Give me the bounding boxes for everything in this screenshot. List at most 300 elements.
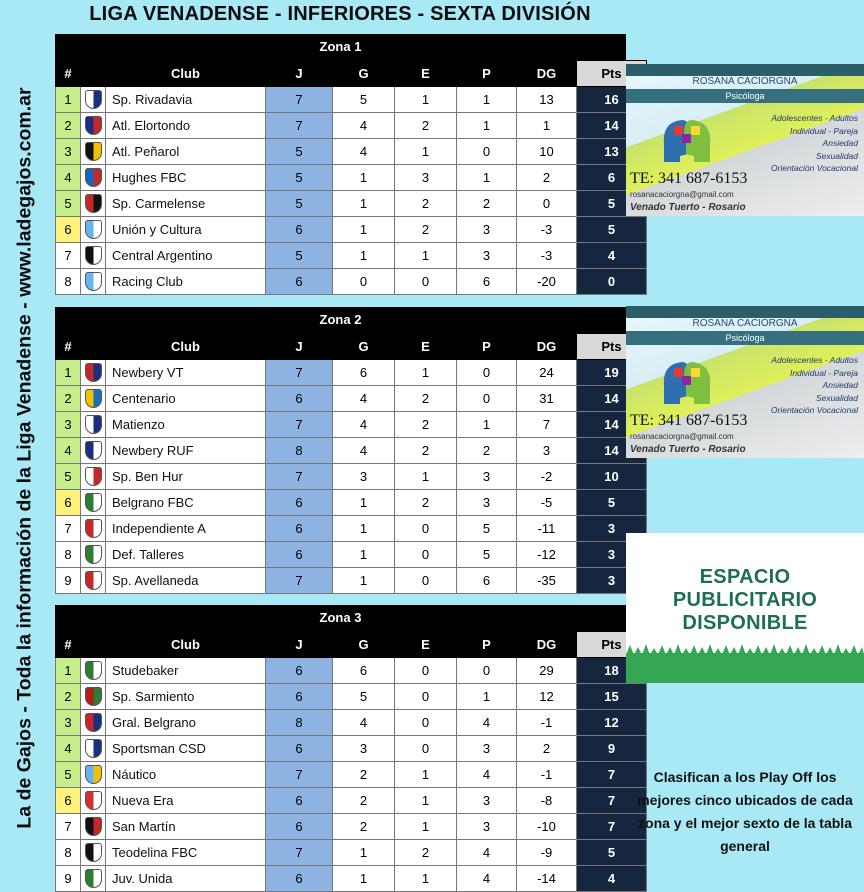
points-cell: 9 [577, 736, 647, 762]
drawn-cell: 0 [395, 542, 457, 568]
position-cell: 3 [56, 412, 81, 438]
played-cell: 6 [266, 736, 333, 762]
played-cell: 8 [266, 710, 333, 736]
ad-city: Venado Tuerto - Rosario [630, 444, 746, 455]
ad-service: Orientación Vocacional [770, 163, 858, 173]
won-cell: 4 [333, 438, 395, 464]
ad-service: Ansiedad [822, 380, 858, 390]
lost-cell: 3 [457, 814, 517, 840]
played-cell: 6 [266, 516, 333, 542]
club-crest-cell [81, 840, 106, 866]
drawn-cell: 0 [395, 736, 457, 762]
zone-title: Zona 3 [55, 605, 626, 631]
club-crest-icon [85, 246, 102, 265]
club-crest-icon [85, 389, 102, 408]
club-crest-cell [81, 360, 106, 386]
won-cell: 2 [333, 788, 395, 814]
goal-diff-cell: -9 [517, 840, 577, 866]
club-crest-cell [81, 490, 106, 516]
club-name: Sp. Ben Hur [106, 464, 266, 490]
lost-cell: 2 [457, 191, 517, 217]
table-row [56, 191, 647, 217]
table-row [56, 217, 647, 243]
goal-diff-cell: 31 [517, 386, 577, 412]
won-cell: 1 [333, 568, 395, 594]
club-name: Nueva Era [106, 788, 266, 814]
club-crest-icon [85, 713, 102, 732]
col-club: Club [106, 334, 266, 360]
ad-space-text [626, 566, 864, 635]
ad-email: rosanacaciorgna@gmail.com [630, 432, 734, 441]
played-cell: 7 [266, 412, 333, 438]
club-crest-icon [85, 765, 102, 784]
position-cell: 2 [56, 113, 81, 139]
col-logo [81, 334, 106, 360]
club-crest-icon [85, 869, 102, 888]
played-cell: 6 [266, 217, 333, 243]
drawn-cell: 0 [395, 658, 457, 684]
col-pts: Pts [577, 632, 647, 658]
table-row [56, 438, 647, 464]
club-crest-icon [85, 142, 102, 161]
won-cell: 1 [333, 191, 395, 217]
position-cell: 7 [56, 243, 81, 269]
ad-phone: TE: 341 687-6153 [630, 412, 748, 429]
points-cell: 7 [577, 762, 647, 788]
grass-blades-icon [626, 643, 864, 655]
club-name: Sp. Rivadavia [106, 87, 266, 113]
table-row [56, 490, 647, 516]
goal-diff-cell: 7 [517, 412, 577, 438]
zone-title: Zona 2 [55, 307, 626, 333]
played-cell: 7 [266, 840, 333, 866]
goal-diff-cell: -3 [517, 243, 577, 269]
col-p: P [457, 334, 517, 360]
table-row [56, 269, 647, 295]
position-cell: 9 [56, 568, 81, 594]
goal-diff-cell: -35 [517, 568, 577, 594]
club-crest-cell [81, 814, 106, 840]
table-row [56, 386, 647, 412]
club-crest-icon [85, 739, 102, 758]
club-name: San Martín [106, 814, 266, 840]
points-cell: 18 [577, 658, 647, 684]
ad-services [771, 112, 858, 175]
goal-diff-cell: -20 [517, 269, 577, 295]
position-cell: 6 [56, 217, 81, 243]
played-cell: 6 [266, 814, 333, 840]
won-cell: 3 [333, 464, 395, 490]
goal-diff-cell: -2 [517, 464, 577, 490]
won-cell: 6 [333, 658, 395, 684]
col-j: J [266, 632, 333, 658]
position-cell: 6 [56, 788, 81, 814]
col-dg: DG [517, 334, 577, 360]
played-cell: 8 [266, 438, 333, 464]
won-cell: 2 [333, 762, 395, 788]
ad-phone: TE: 341 687-6153 [630, 170, 748, 187]
position-cell: 4 [56, 165, 81, 191]
club-name: Belgrano FBC [106, 490, 266, 516]
lost-cell: 1 [457, 684, 517, 710]
side-banner-text: La de Gajos - Toda la información de la Liga Venadense - www.ladegajos.com.ar [13, 86, 36, 829]
played-cell: 5 [266, 165, 333, 191]
lost-cell: 3 [457, 217, 517, 243]
played-cell: 5 [266, 191, 333, 217]
played-cell: 7 [266, 113, 333, 139]
lost-cell: 3 [457, 243, 517, 269]
col-logo [81, 632, 106, 658]
position-cell: 4 [56, 736, 81, 762]
club-name: Unión y Cultura [106, 217, 266, 243]
club-crest-icon [85, 168, 102, 187]
ad-service: Adolescentes - Adultos [771, 113, 858, 123]
drawn-cell: 1 [395, 243, 457, 269]
club-crest-cell [81, 568, 106, 594]
ad-service: Sexualidad [815, 392, 858, 403]
club-name: Teodelina FBC [106, 840, 266, 866]
points-cell: 7 [577, 814, 647, 840]
ad-service: Individual - Pareja [789, 125, 858, 136]
club-crest-icon [85, 415, 102, 434]
col-pts: Pts [577, 61, 647, 87]
club-name: Centenario [106, 386, 266, 412]
club-name: Náutico [106, 762, 266, 788]
col-logo [81, 61, 106, 87]
goal-diff-cell: 29 [517, 658, 577, 684]
club-crest-cell [81, 191, 106, 217]
played-cell: 6 [266, 684, 333, 710]
won-cell: 6 [333, 360, 395, 386]
table-row [56, 360, 647, 386]
position-cell: 1 [56, 360, 81, 386]
psychologist-ad[interactable] [626, 306, 864, 458]
club-name: Def. Talleres [106, 542, 266, 568]
goal-diff-cell: -5 [517, 490, 577, 516]
lost-cell: 0 [457, 139, 517, 165]
club-crest-cell [81, 438, 106, 464]
played-cell: 6 [266, 269, 333, 295]
ad-name: ROSANA CACIORGNA [692, 76, 798, 87]
club-name: Sp. Avellaneda [106, 568, 266, 594]
table-row [56, 658, 647, 684]
goal-diff-cell: 3 [517, 438, 577, 464]
points-cell: 4 [577, 243, 647, 269]
club-crest-icon [85, 90, 102, 109]
points-cell: 3 [577, 542, 647, 568]
lost-cell: 5 [457, 542, 517, 568]
table-row [56, 412, 647, 438]
played-cell: 5 [266, 243, 333, 269]
won-cell: 5 [333, 87, 395, 113]
won-cell: 0 [333, 269, 395, 295]
drawn-cell: 1 [395, 139, 457, 165]
lost-cell: 1 [457, 113, 517, 139]
played-cell: 5 [266, 139, 333, 165]
lost-cell: 0 [457, 360, 517, 386]
drawn-cell: 2 [395, 191, 457, 217]
side-banner [8, 30, 42, 885]
points-cell: 7 [577, 788, 647, 814]
club-crest-cell [81, 684, 106, 710]
goal-diff-cell: -14 [517, 866, 577, 892]
club-crest-cell [81, 217, 106, 243]
won-cell: 3 [333, 736, 395, 762]
col-p: P [457, 61, 517, 87]
goal-diff-cell: -12 [517, 542, 577, 568]
points-cell: 13 [577, 139, 647, 165]
points-cell: 12 [577, 710, 647, 736]
club-crest-icon [85, 545, 102, 564]
col-club: Club [106, 632, 266, 658]
position-cell: 3 [56, 139, 81, 165]
col-pts: Pts [577, 334, 647, 360]
points-cell: 5 [577, 840, 647, 866]
points-cell: 14 [577, 412, 647, 438]
zone-1-table [55, 34, 626, 295]
ad-top-bar [626, 306, 864, 318]
table-row [56, 139, 647, 165]
won-cell: 1 [333, 840, 395, 866]
col-dg: DG [517, 632, 577, 658]
table-row [56, 113, 647, 139]
club-crest-icon [85, 843, 102, 862]
won-cell: 1 [333, 516, 395, 542]
position-cell: 1 [56, 658, 81, 684]
position-cell: 8 [56, 542, 81, 568]
drawn-cell: 2 [395, 840, 457, 866]
table-row [56, 542, 647, 568]
ad-name: ROSANA CACIORGNA [692, 318, 798, 329]
drawn-cell: 1 [395, 762, 457, 788]
won-cell: 1 [333, 217, 395, 243]
col-j: J [266, 61, 333, 87]
club-name: Hughes FBC [106, 165, 266, 191]
col-g: G [333, 61, 395, 87]
won-cell: 1 [333, 243, 395, 269]
club-crest-icon [85, 363, 102, 382]
drawn-cell: 0 [395, 684, 457, 710]
drawn-cell: 2 [395, 386, 457, 412]
table-row [56, 165, 647, 191]
table-row [56, 710, 647, 736]
club-name: Studebaker [106, 658, 266, 684]
standings-table [55, 631, 647, 892]
club-crest-icon [85, 519, 102, 538]
played-cell: 7 [266, 762, 333, 788]
psychologist-ad[interactable] [626, 64, 864, 216]
col-g: G [333, 632, 395, 658]
club-name: Gral. Belgrano [106, 710, 266, 736]
points-cell: 5 [577, 490, 647, 516]
won-cell: 1 [333, 866, 395, 892]
club-crest-icon [85, 687, 102, 706]
col-pos: # [56, 334, 81, 360]
lost-cell: 4 [457, 710, 517, 736]
points-cell: 5 [577, 191, 647, 217]
col-e: E [395, 632, 457, 658]
club-name: Central Argentino [106, 243, 266, 269]
col-e: E [395, 61, 457, 87]
position-cell: 2 [56, 386, 81, 412]
position-cell: 7 [56, 516, 81, 542]
puzzle-heads-icon [658, 356, 716, 408]
lost-cell: 3 [457, 788, 517, 814]
drawn-cell: 1 [395, 87, 457, 113]
position-cell: 5 [56, 464, 81, 490]
goal-diff-cell: 10 [517, 139, 577, 165]
points-cell: 19 [577, 360, 647, 386]
goal-diff-cell: 2 [517, 736, 577, 762]
won-cell: 5 [333, 684, 395, 710]
lost-cell: 0 [457, 658, 517, 684]
drawn-cell: 3 [395, 165, 457, 191]
club-name: Sp. Carmelense [106, 191, 266, 217]
points-cell: 14 [577, 386, 647, 412]
drawn-cell: 1 [395, 464, 457, 490]
ad-top-bar [626, 64, 864, 76]
ad-role: Psicóloga [626, 89, 864, 103]
lost-cell: 4 [457, 840, 517, 866]
points-cell: 6 [577, 165, 647, 191]
col-pos: # [56, 61, 81, 87]
goal-diff-cell: 0 [517, 191, 577, 217]
lost-cell: 2 [457, 438, 517, 464]
drawn-cell: 0 [395, 710, 457, 736]
points-cell: 14 [577, 113, 647, 139]
goal-diff-cell: 2 [517, 165, 577, 191]
page-title: LIGA VENADENSE - INFERIORES - SEXTA DIVISIÓN [89, 3, 591, 25]
won-cell: 4 [333, 386, 395, 412]
points-cell: 10 [577, 464, 647, 490]
club-crest-icon [85, 493, 102, 512]
lost-cell: 4 [457, 866, 517, 892]
club-name: Newbery VT [106, 360, 266, 386]
played-cell: 7 [266, 568, 333, 594]
club-name: Newbery RUF [106, 438, 266, 464]
played-cell: 6 [266, 386, 333, 412]
position-cell: 4 [56, 438, 81, 464]
drawn-cell: 1 [395, 788, 457, 814]
zone-2-table [55, 307, 626, 594]
lost-cell: 1 [457, 87, 517, 113]
goal-diff-cell: -1 [517, 762, 577, 788]
drawn-cell: 0 [395, 269, 457, 295]
drawn-cell: 0 [395, 516, 457, 542]
ad-services [771, 354, 858, 417]
drawn-cell: 1 [395, 866, 457, 892]
zone-3-table [55, 605, 626, 892]
drawn-cell: 2 [395, 438, 457, 464]
club-name: Juv. Unida [106, 866, 266, 892]
club-crest-cell [81, 658, 106, 684]
drawn-cell: 1 [395, 814, 457, 840]
lost-cell: 6 [457, 269, 517, 295]
drawn-cell: 2 [395, 412, 457, 438]
club-crest-cell [81, 113, 106, 139]
club-name: Racing Club [106, 269, 266, 295]
points-cell: 14 [577, 438, 647, 464]
table-row [56, 866, 647, 892]
col-pos: # [56, 632, 81, 658]
club-crest-icon [85, 220, 102, 239]
ad-space-banner[interactable] [626, 533, 864, 683]
table-row [56, 788, 647, 814]
points-cell: 0 [577, 269, 647, 295]
goal-diff-cell: 12 [517, 684, 577, 710]
club-crest-cell [81, 269, 106, 295]
standings-table [55, 333, 647, 594]
played-cell: 7 [266, 87, 333, 113]
drawn-cell: 2 [395, 113, 457, 139]
club-crest-cell [81, 516, 106, 542]
club-crest-cell [81, 542, 106, 568]
goal-diff-cell: -11 [517, 516, 577, 542]
position-cell: 1 [56, 87, 81, 113]
club-crest-icon [85, 661, 102, 680]
club-crest-cell [81, 736, 106, 762]
club-name: Sportsman CSD [106, 736, 266, 762]
drawn-cell: 2 [395, 217, 457, 243]
ad-email: rosanacaciorgna@gmail.com [630, 190, 734, 199]
club-crest-icon [85, 467, 102, 486]
played-cell: 7 [266, 360, 333, 386]
drawn-cell: 0 [395, 568, 457, 594]
club-crest-icon [85, 194, 102, 213]
goal-diff-cell: 24 [517, 360, 577, 386]
club-crest-icon [85, 791, 102, 810]
won-cell: 4 [333, 412, 395, 438]
club-crest-icon [85, 441, 102, 460]
position-cell: 8 [56, 269, 81, 295]
goal-diff-cell: 13 [517, 87, 577, 113]
points-cell: 3 [577, 568, 647, 594]
table-row [56, 814, 647, 840]
header-row [56, 334, 647, 360]
ad-service: Sexualidad [815, 150, 858, 161]
won-cell: 4 [333, 139, 395, 165]
table-row [56, 840, 647, 866]
club-name: Matienzo [106, 412, 266, 438]
ad-city: Venado Tuerto - Rosario [630, 202, 746, 213]
table-row [56, 516, 647, 542]
won-cell: 4 [333, 710, 395, 736]
club-crest-cell [81, 243, 106, 269]
club-name: Sp. Sarmiento [106, 684, 266, 710]
position-cell: 9 [56, 866, 81, 892]
lost-cell: 6 [457, 568, 517, 594]
lost-cell: 3 [457, 490, 517, 516]
table-row [56, 243, 647, 269]
won-cell: 2 [333, 814, 395, 840]
goal-diff-cell: -8 [517, 788, 577, 814]
lost-cell: 3 [457, 464, 517, 490]
col-g: G [333, 334, 395, 360]
won-cell: 1 [333, 165, 395, 191]
club-crest-cell [81, 386, 106, 412]
ad-space-line: DISPONIBLE [682, 612, 808, 634]
goal-diff-cell: 1 [517, 113, 577, 139]
points-cell: 16 [577, 87, 647, 113]
club-crest-cell [81, 139, 106, 165]
club-name: Atl. Peñarol [106, 139, 266, 165]
grass-decoration [626, 653, 864, 683]
drawn-cell: 1 [395, 360, 457, 386]
ad-space-line: ESPACIO PUBLICITARIO [672, 566, 818, 611]
ad-service: Adolescentes - Adultos [771, 355, 858, 365]
header-row [56, 632, 647, 658]
lost-cell: 0 [457, 386, 517, 412]
